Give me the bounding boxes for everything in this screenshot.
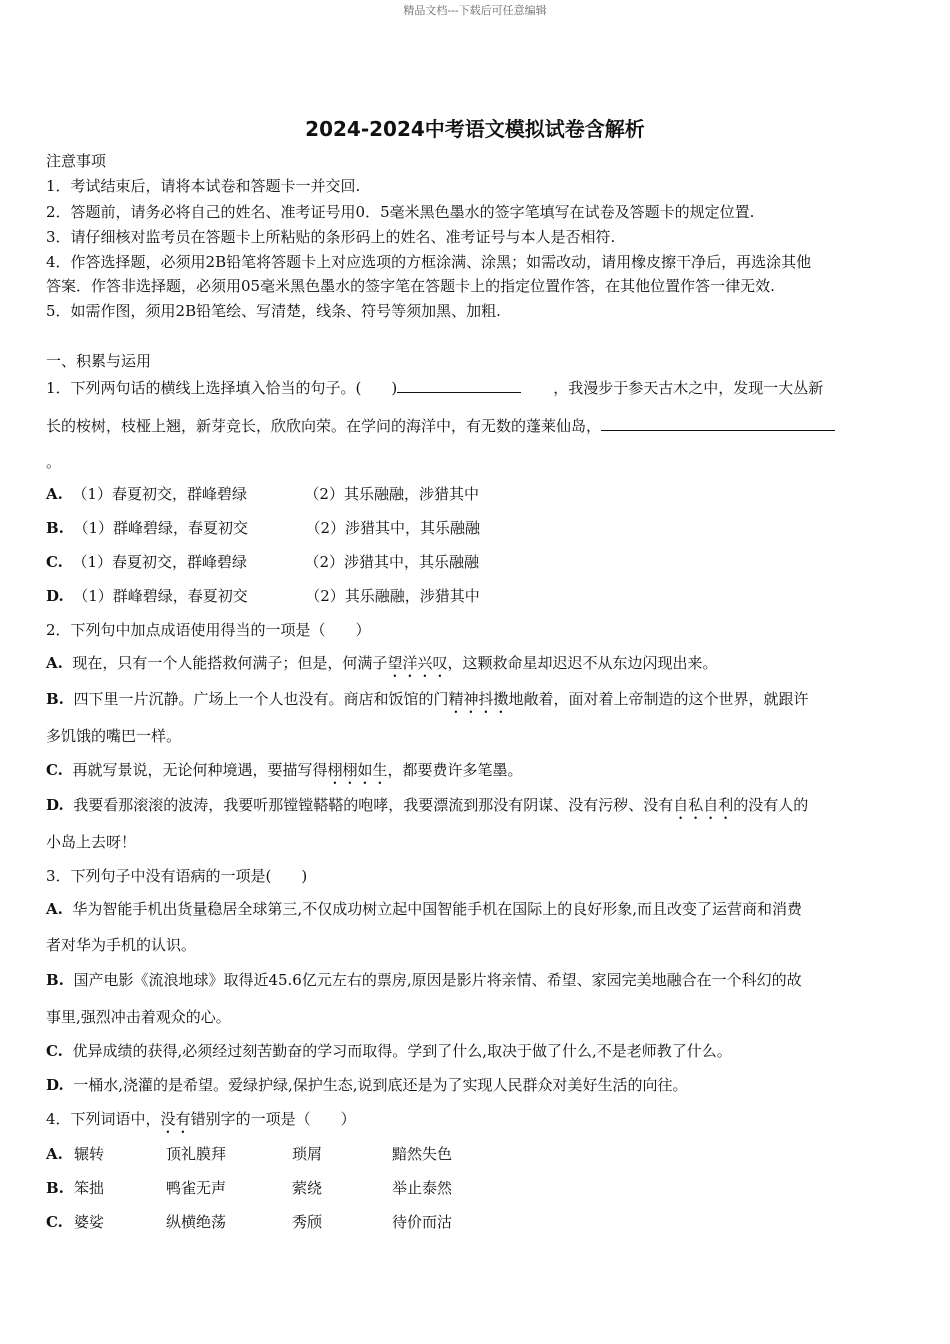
word: 黯然失色 — [392, 1145, 453, 1163]
option-part: （1）春夏初交，群峰碧绿 — [72, 553, 247, 571]
option-text: 国产电影《流浪地球》取得近45.6亿元左右的票房,原因是影片将亲情、希望、家园完美地融合在一个科幻的故 — [73, 971, 802, 989]
option-text: 的没有人的 — [733, 796, 809, 814]
dotted-idiom: 望洋兴叹 — [387, 654, 448, 672]
option-text: 再就写景说，无论何种境遇，要描写得 — [72, 761, 328, 779]
dotted-idiom: 自私自利 — [673, 796, 734, 814]
q4-option-c[interactable] — [46, 1212, 452, 1232]
q1-text-c: 长的桉树，枝桠上翘，新芽竞长，欣欣向荣。在学问的海洋中，有无数的蓬莱仙岛， — [46, 417, 602, 435]
option-label: D. — [46, 587, 64, 605]
option-part: （2）涉猎其中，其乐融融 — [305, 519, 480, 537]
option-part: （1）群峰碧绿，春夏初交 — [73, 587, 248, 605]
word: 顶礼膜拜 — [166, 1145, 227, 1163]
question-3-stem: 3．下列句子中没有语病的一项是( ) — [46, 867, 308, 885]
dotted-idiom: 精神抖擞 — [448, 690, 509, 708]
notice-item: 4．作答选择题，必须用2B铅笔将答题卡上对应选项的方框涂满、涂黑；如需改动，请用橡皮擦干净后，再选涂其他 — [46, 253, 812, 271]
word: 萦绕 — [292, 1179, 323, 1197]
option-text: 四下里一片沉静。广场上一个人也没有。商店和饭馆的门 — [73, 690, 449, 708]
question-4-stem — [46, 1109, 356, 1137]
q2-option-b-cont: 多饥饿的嘴巴一样。 — [46, 727, 182, 745]
option-text: 优异成绩的获得,必须经过刻苦勤奋的学习而取得。学到了什么,取决于做了什么,不是老师教了什么。 — [72, 1042, 732, 1060]
dotted-word: 没有 — [160, 1110, 191, 1128]
q3-option-a-cont: 者对华为手机的认识。 — [46, 936, 197, 954]
option-label: A. — [46, 900, 63, 918]
word: 鸭雀无声 — [166, 1179, 227, 1197]
q2-option-b[interactable] — [46, 689, 809, 717]
notice-item: 5．如需作图，须用2B铅笔绘、写清楚，线条、符号等须加黑、加粗. — [46, 302, 501, 320]
q3-option-a[interactable] — [46, 899, 802, 919]
option-part: （2）涉猎其中，其乐融融 — [304, 553, 479, 571]
q3-option-c[interactable] — [46, 1041, 732, 1061]
word: 婆娑 — [74, 1213, 105, 1231]
word: 待价而沽 — [392, 1213, 453, 1231]
option-text: 我要看那滚滚的波涛，我要听那镗镗鞳鞳的咆哮，我要漂流到那没有阴谋、没有污秽、没有 — [73, 796, 674, 814]
option-label: B. — [46, 519, 64, 537]
q1-option-c[interactable] — [46, 552, 479, 572]
option-label: B. — [46, 971, 64, 989]
question-2-stem: 2．下列句中加点成语使用得当的一项是（ ） — [46, 621, 371, 639]
stem-text: 4．下列词语中， — [46, 1110, 161, 1128]
q3-option-d[interactable] — [46, 1075, 688, 1095]
notice-item: 答案．作答非选择题，必须用05毫米黑色墨水的签字笔在答题卡上的指定位置作答，在其他位置作答一律无效. — [46, 277, 775, 295]
option-part: （2）其乐融融，涉猎其中 — [304, 485, 479, 503]
page-title: 2024-2024中考语文模拟试卷含解析 — [305, 117, 645, 141]
q1-blank-2 — [601, 414, 835, 431]
notice-heading: 注意事项 — [46, 152, 107, 170]
stem-text: 错别字的一项是（ ） — [190, 1110, 356, 1128]
q2-option-d-cont: 小岛上去呀！ — [46, 833, 137, 851]
q3-option-b[interactable] — [46, 970, 802, 990]
q1-option-b[interactable] — [46, 518, 480, 538]
q1-option-d[interactable] — [46, 586, 480, 606]
word: 举止泰然 — [392, 1179, 453, 1197]
option-part: （1）春夏初交，群峰碧绿 — [72, 485, 247, 503]
q3-option-b-cont: 事里,强烈冲击着观众的心。 — [46, 1008, 231, 1026]
option-text: 地敞着，面对着上帝制造的这个世界，就跟许 — [508, 690, 809, 708]
option-label: D. — [46, 1076, 64, 1094]
option-text: 华为智能手机出货量稳居全球第三,不仅成功树立起中国智能手机在国际上的良好形象,而且改变了运营商和消费 — [72, 900, 802, 918]
notice-item: 1．考试结束后，请将本试卷和答题卡一并交回. — [46, 177, 361, 195]
q4-option-b[interactable] — [46, 1178, 452, 1198]
option-text: ，都要费许多笔墨。 — [387, 761, 523, 779]
option-label: A. — [46, 654, 63, 672]
option-label: D. — [46, 796, 64, 814]
dotted-idiom: 栩栩如生 — [327, 761, 388, 779]
option-label: B. — [46, 690, 64, 708]
q1-blank-1 — [397, 376, 521, 393]
q1-text-a: 1．下列两句话的横线上选择填入恰当的句子。( ) — [46, 379, 398, 397]
option-text: 一桶水,浇灌的是希望。爱绿护绿,保护生态,说到底还是为了实现人民群众对美好生活的向往。 — [73, 1076, 688, 1094]
notice-item: 3．请仔细核对监考员在答题卡上所粘贴的条形码上的姓名、准考证号与本人是否相符. — [46, 228, 616, 246]
option-text: 现在，只有一个人能搭救何满子；但是，何满子 — [72, 654, 388, 672]
q1-option-a[interactable] — [46, 484, 479, 504]
option-label: A. — [46, 485, 63, 503]
q1-text-b: ，我漫步于参天古木之中，发现一大丛新 — [553, 379, 824, 397]
option-label: A. — [46, 1145, 63, 1163]
q2-option-c[interactable] — [46, 760, 523, 788]
word: 秀颀 — [292, 1213, 323, 1231]
option-label: C. — [46, 1213, 63, 1231]
notice-item: 2．答题前，请务必将自己的姓名、准考证号用0．5毫米黑色墨水的签字笔填写在试卷及答题卡的规定位置. — [46, 203, 755, 221]
option-text: ，这颗救命星却迟迟不从东边闪现出来。 — [447, 654, 718, 672]
option-label: C. — [46, 761, 63, 779]
word: 辗转 — [74, 1145, 105, 1163]
section-heading: 一、积累与运用 — [46, 352, 152, 370]
option-label: C. — [46, 553, 63, 571]
option-label: C. — [46, 1042, 63, 1060]
page-header: 精品文档---下载后可任意编辑 — [403, 4, 547, 17]
option-label: B. — [46, 1179, 64, 1197]
word: 纵横绝荡 — [166, 1213, 227, 1231]
question-1-line2 — [46, 414, 835, 436]
word: 琐屑 — [292, 1145, 323, 1163]
word: 笨拙 — [74, 1179, 105, 1197]
question-1-line3: 。 — [46, 453, 62, 471]
q2-option-a[interactable] — [46, 653, 717, 681]
q2-option-d[interactable] — [46, 795, 808, 823]
question-1-stem — [46, 376, 823, 398]
q4-option-a[interactable] — [46, 1144, 452, 1164]
option-part: （1）群峰碧绿，春夏初交 — [73, 519, 248, 537]
option-part: （2）其乐融融，涉猎其中 — [305, 587, 480, 605]
